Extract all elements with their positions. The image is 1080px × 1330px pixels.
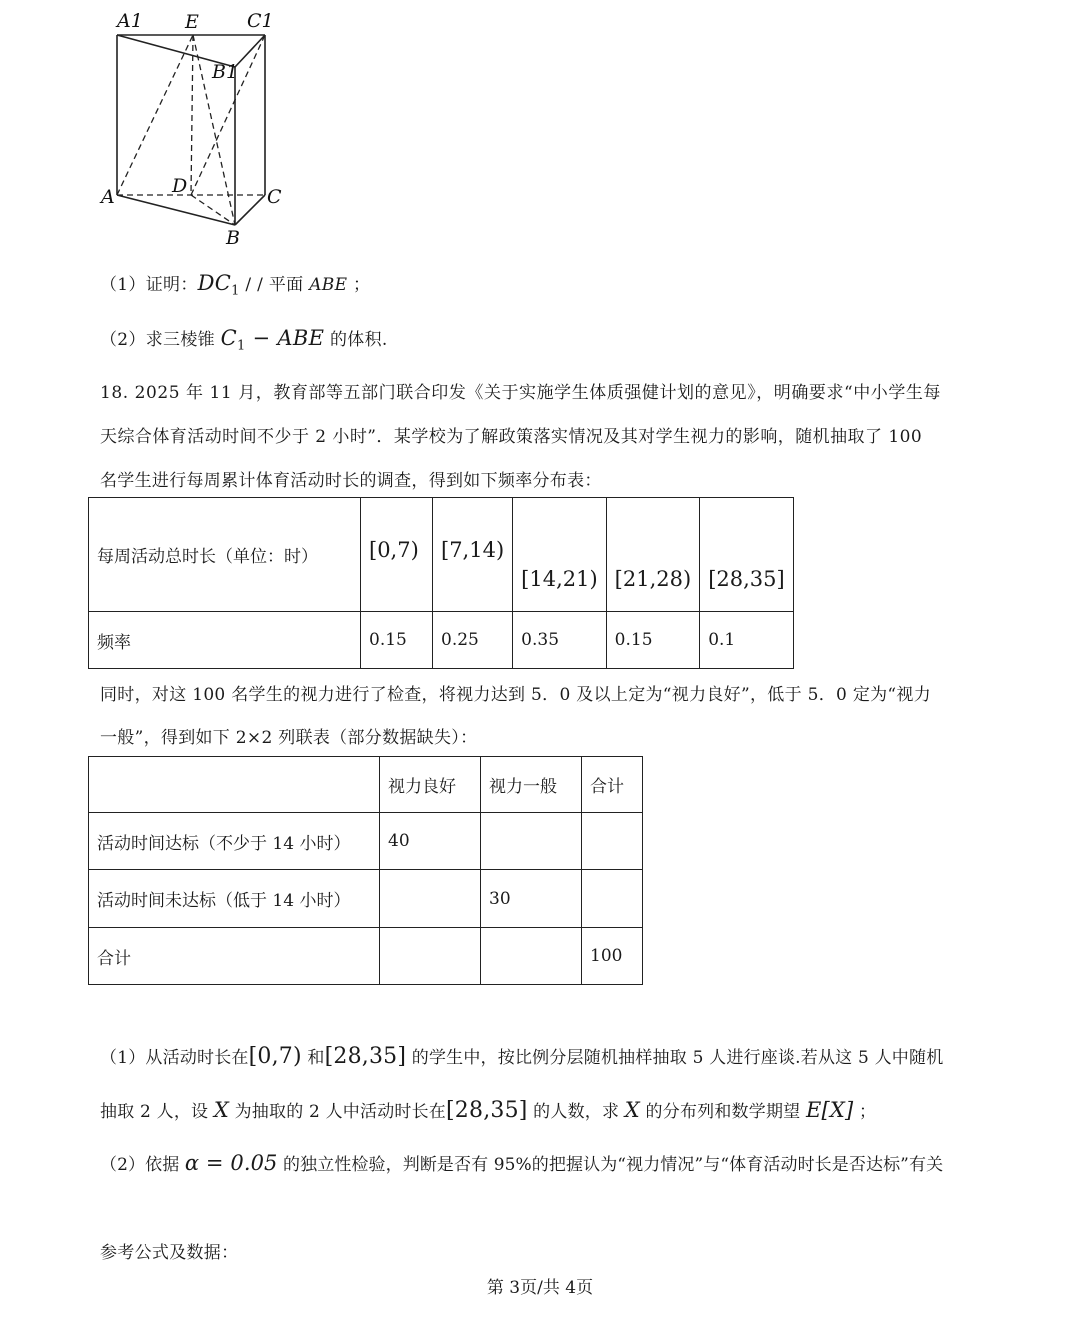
label-a: A: [101, 186, 115, 208]
contingency-cell: [481, 813, 582, 870]
q18-mid-line2: 一般”，得到如下 2×2 列联表（部分数据缺失）：: [100, 728, 478, 748]
edge-e-d: [191, 35, 193, 195]
q18-intro-line2: 天综合体育活动时间不少于 2 小时”．某学校为了解政策落实情况及其对学生视力的影响，随机抽取了 100: [100, 427, 923, 447]
edge-d-c1: [191, 35, 265, 195]
q17-part1-parallel: / / 平面: [239, 275, 310, 295]
q18-part1-l2-f: ；: [853, 1102, 877, 1122]
q18-part2-line: [100, 1150, 943, 1175]
q17-part1-sub: 1: [231, 283, 240, 299]
contingency-row-label: 活动时间达标（不少于 14 小时）: [89, 813, 380, 870]
contingency-cell: 100: [582, 928, 643, 985]
freq-interval-1: [7,14): [433, 498, 513, 612]
q18-part1-line2: [100, 1097, 876, 1123]
contingency-cell: [380, 928, 481, 985]
contingency-header-1: 视力良好: [380, 757, 481, 813]
q17-part2-math-a: C: [220, 326, 237, 350]
q18-intro-line1: 18. 2025 年 11 月，教育部等五部门联合印发《关于实施学生体质强健计划的意见》，明确要求“中小学生每: [100, 383, 941, 403]
freq-value-3: 0.15: [606, 612, 700, 669]
q17-part2-prefix: （2）求三棱锥: [100, 330, 221, 350]
edge-b-c: [235, 195, 265, 225]
label-e: E: [185, 11, 199, 33]
q18-intro-line3: 名学生进行每周累计体育活动时长的调查，得到如下频率分布表：: [100, 471, 602, 491]
q17-part1-end: ；: [347, 275, 371, 295]
freq-interval-2: [14,21): [513, 498, 607, 612]
frequency-table: [88, 497, 794, 669]
q18-part1-line1: [100, 1043, 943, 1069]
freq-value-2: 0.35: [513, 612, 607, 669]
contingency-header-2: 视力一般: [481, 757, 582, 813]
contingency-header-3: 合计: [582, 757, 643, 813]
freq-interval-0: [0,7): [361, 498, 433, 612]
contingency-cell: [582, 870, 643, 928]
q18-part1-l2-b: 为抽取的 2 人中活动时长在: [228, 1102, 447, 1122]
contingency-row-label: 活动时间未达标（低于 14 小时）: [89, 870, 380, 928]
edge-d-b: [191, 195, 235, 225]
freq-header-cell: 每周活动总时长（单位：时）: [89, 498, 361, 612]
q17-part2-math-b: − ABE: [245, 326, 325, 350]
freq-value-4: 0.1: [700, 612, 794, 669]
contingency-cell: [481, 928, 582, 985]
q18-part1-l2-interval: [28,35]: [446, 1098, 528, 1123]
edge-b1-c1: [235, 35, 265, 67]
q17-part2-end: 的体积.: [324, 330, 388, 350]
edge-a-e: [117, 35, 193, 195]
q17-part1-math: DC: [197, 271, 232, 295]
freq-row-header: 频率: [89, 612, 361, 669]
q18-alpha: α = 0.05: [184, 1151, 278, 1175]
freq-interval-4: [28,35]: [700, 498, 794, 612]
label-d: D: [172, 175, 188, 197]
q18-part1-l2-c: 的人数，求: [527, 1102, 625, 1122]
q17-part1-plane: ABE: [309, 275, 348, 295]
q18-reference: 参考公式及数据：: [100, 1243, 239, 1263]
freq-interval-3: [21,28): [606, 498, 700, 612]
q18-part1-c: 的学生中，按比例分层随机抽样抽取 5 人进行座谈.若从这 5 人中随机: [406, 1048, 944, 1068]
freq-value-0: 0.15: [361, 612, 433, 669]
contingency-cell: [582, 813, 643, 870]
label-c: C: [267, 186, 282, 208]
label-b1: B1: [212, 61, 239, 83]
label-b: B: [226, 227, 240, 249]
q18-part1-a: （1）从活动时长在: [100, 1048, 249, 1068]
q18-part1-l2-a: 抽取 2 人，设: [100, 1102, 214, 1122]
q18-part2-b: 的独立性检验，判断是否有 95%的把握认为“视力情况”与“体育活动时长是否达标”有关: [277, 1155, 944, 1175]
q17-part1-prefix: （1）证明：: [100, 275, 198, 295]
q18-part1-b: 和: [301, 1048, 325, 1068]
contingency-table: [88, 756, 643, 985]
q17-part1: [100, 270, 370, 298]
contingency-row-label: 合计: [89, 928, 380, 985]
q18-expectation: E[X]: [805, 1098, 854, 1122]
label-a1: A1: [117, 10, 143, 32]
contingency-header-0: [89, 757, 380, 813]
edge-a-b: [117, 195, 235, 225]
freq-value-1: 0.25: [433, 612, 513, 669]
q18-part2-a: （2）依据: [100, 1155, 185, 1175]
q18-mid-line1: 同时，对这 100 名学生的视力进行了检查，将视力达到 5．0 及以上定为“视力良好”，低于 5．0 定为“视力: [100, 685, 932, 705]
contingency-cell: 40: [380, 813, 481, 870]
q18-var-x-1: X: [213, 1098, 229, 1122]
prism-figure: [95, 5, 295, 250]
q18-part1-l2-d: 的分布列和数学期望: [639, 1102, 806, 1122]
page-footer: 第 3页/共 4页: [486, 1278, 594, 1298]
contingency-cell: [380, 870, 481, 928]
q18-part1-interval-2: [28,35]: [324, 1044, 407, 1069]
q17-part2-sub: 1: [237, 338, 246, 354]
q18-part1-interval-1: [0,7): [248, 1044, 302, 1069]
label-c1: C1: [247, 10, 274, 32]
q18-var-x-2: X: [624, 1098, 640, 1122]
q17-part2: [100, 325, 388, 353]
contingency-cell: 30: [481, 870, 582, 928]
